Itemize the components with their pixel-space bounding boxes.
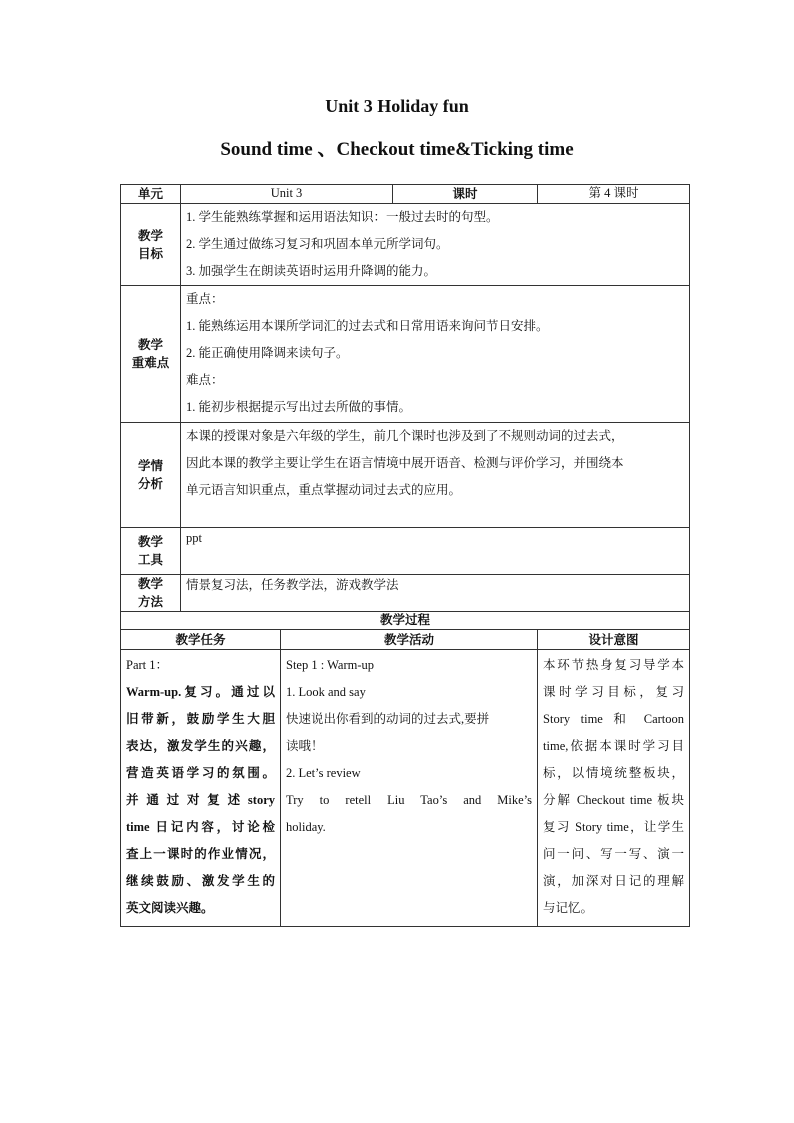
goal-item: 2. 学生通过做练习复习和巩固本单元所学词句。 (186, 237, 449, 251)
intent-line: 问一问、写一写、演一 (543, 847, 685, 861)
key-item: 2. 能正确使用降调来读句子。 (186, 346, 349, 360)
keypoints-label: 教学 重难点 (121, 286, 181, 423)
activity-line: 读哦！ (286, 739, 324, 753)
intent-line: 标，以情境统整板块， (543, 766, 685, 780)
tools-row (121, 528, 690, 575)
goals-row (121, 204, 690, 286)
document-title: Unit 3 Holiday fun (325, 96, 469, 116)
activity-line: Step 1 : Warm-up (286, 658, 374, 672)
goal-item: 3. 加强学生在朗读英语时运用升降调的能力。 (186, 264, 437, 278)
task-line: Warm-up.复习。通过以 (126, 685, 275, 699)
intent-cell (538, 650, 690, 927)
process-heading: 教学过程 (121, 612, 690, 630)
goal-item: 1. 学生能熟练掌握和运用语法知识：一般过去时的句型。 (186, 210, 499, 224)
period-value: 第 4 课时 (538, 185, 690, 204)
intent-line: 复习 Story time，让学生 (543, 820, 685, 834)
task-line: 继续鼓励、激发学生的 (126, 874, 275, 888)
col-task-header: 教学任务 (121, 630, 281, 650)
task-line: 查上一课时的作业情况， (126, 847, 275, 861)
intent-line: 课时学习目标，复习 (543, 685, 685, 699)
analysis-line: 本课的授课对象是六年级的学生，前几个课时也涉及到了不规则动词的过去式， (186, 429, 624, 443)
intent-line: time,依据本课时学习目 (543, 739, 685, 753)
process-heading-row (121, 612, 690, 630)
task-line: time 日记内容，讨论检 (126, 820, 275, 834)
analysis-line: 单元语言知识重点，重点掌握动词过去式的应用。 (186, 483, 462, 497)
activity-line: 1. Look and say (286, 685, 366, 699)
activity-line: 2. Let’s review (286, 766, 361, 780)
activity-line: holiday. (286, 820, 326, 834)
info-row (121, 185, 690, 204)
unit-label: 单元 (121, 185, 181, 204)
activity-line: 快速说出你看到的动词的过去式,要拼 (286, 712, 490, 726)
col-activity-header: 教学活动 (281, 630, 538, 650)
period-label: 课时 (393, 185, 538, 204)
difficulty-item: 1. 能初步根据提示写出过去所做的事情。 (186, 400, 412, 414)
activity-line: Try to retell Liu Tao’s and Mike’s (286, 793, 533, 807)
key-item: 1. 能熟练运用本课所学词汇的过去式和日常用语来询问节日安排。 (186, 319, 549, 333)
activity-cell (281, 650, 538, 927)
tools-value: ppt (181, 528, 690, 575)
task-line: 旧带新，鼓励学生大胆 (126, 712, 275, 726)
intent-line: 分解 Checkout time 板块 (543, 793, 685, 807)
keypoints-row (121, 286, 690, 423)
document-subtitle: Sound time 、Checkout time&Ticking time (220, 139, 574, 160)
methods-row (121, 575, 690, 612)
task-cell (121, 650, 281, 927)
methods-label: 教学 方法 (121, 575, 181, 612)
analysis-line: 因此本课的教学主要让学生在语言情境中展开语音、检测与评价学习，并围绕本 (186, 456, 624, 470)
process-content-row (121, 650, 690, 927)
col-intent-header: 设计意图 (538, 630, 690, 650)
goals-label: 教学 目标 (121, 204, 181, 286)
analysis-content (181, 423, 690, 528)
keypoints-content (181, 286, 690, 423)
task-line: 营造英语学习的氛围。 (126, 766, 275, 780)
analysis-row (121, 423, 690, 528)
unit-value: Unit 3 (181, 185, 393, 204)
analysis-label: 学情 分析 (121, 423, 181, 528)
task-line: 表达，激发学生的兴趣， (126, 739, 275, 753)
difficulty-heading: 难点： (186, 373, 224, 387)
task-line: 英文阅读兴趣。 (126, 901, 214, 915)
tools-label: 教学 工具 (121, 528, 181, 575)
intent-line: 与记忆。 (543, 901, 594, 915)
goals-content (181, 204, 690, 286)
process-columns-row (121, 630, 690, 650)
key-heading: 重点： (186, 292, 224, 306)
lesson-plan-table (120, 184, 690, 927)
intent-line: 本环节热身复习导学本 (543, 658, 685, 672)
methods-value: 情景复习法，任务教学法，游戏教学法 (181, 575, 690, 612)
intent-line: 演，加深对日记的理解 (543, 874, 685, 888)
intent-line: Story time 和 Cartoon (543, 712, 685, 726)
task-line: 并 通 过 对 复 述 story (126, 793, 275, 807)
task-part: Part 1： (126, 658, 169, 672)
